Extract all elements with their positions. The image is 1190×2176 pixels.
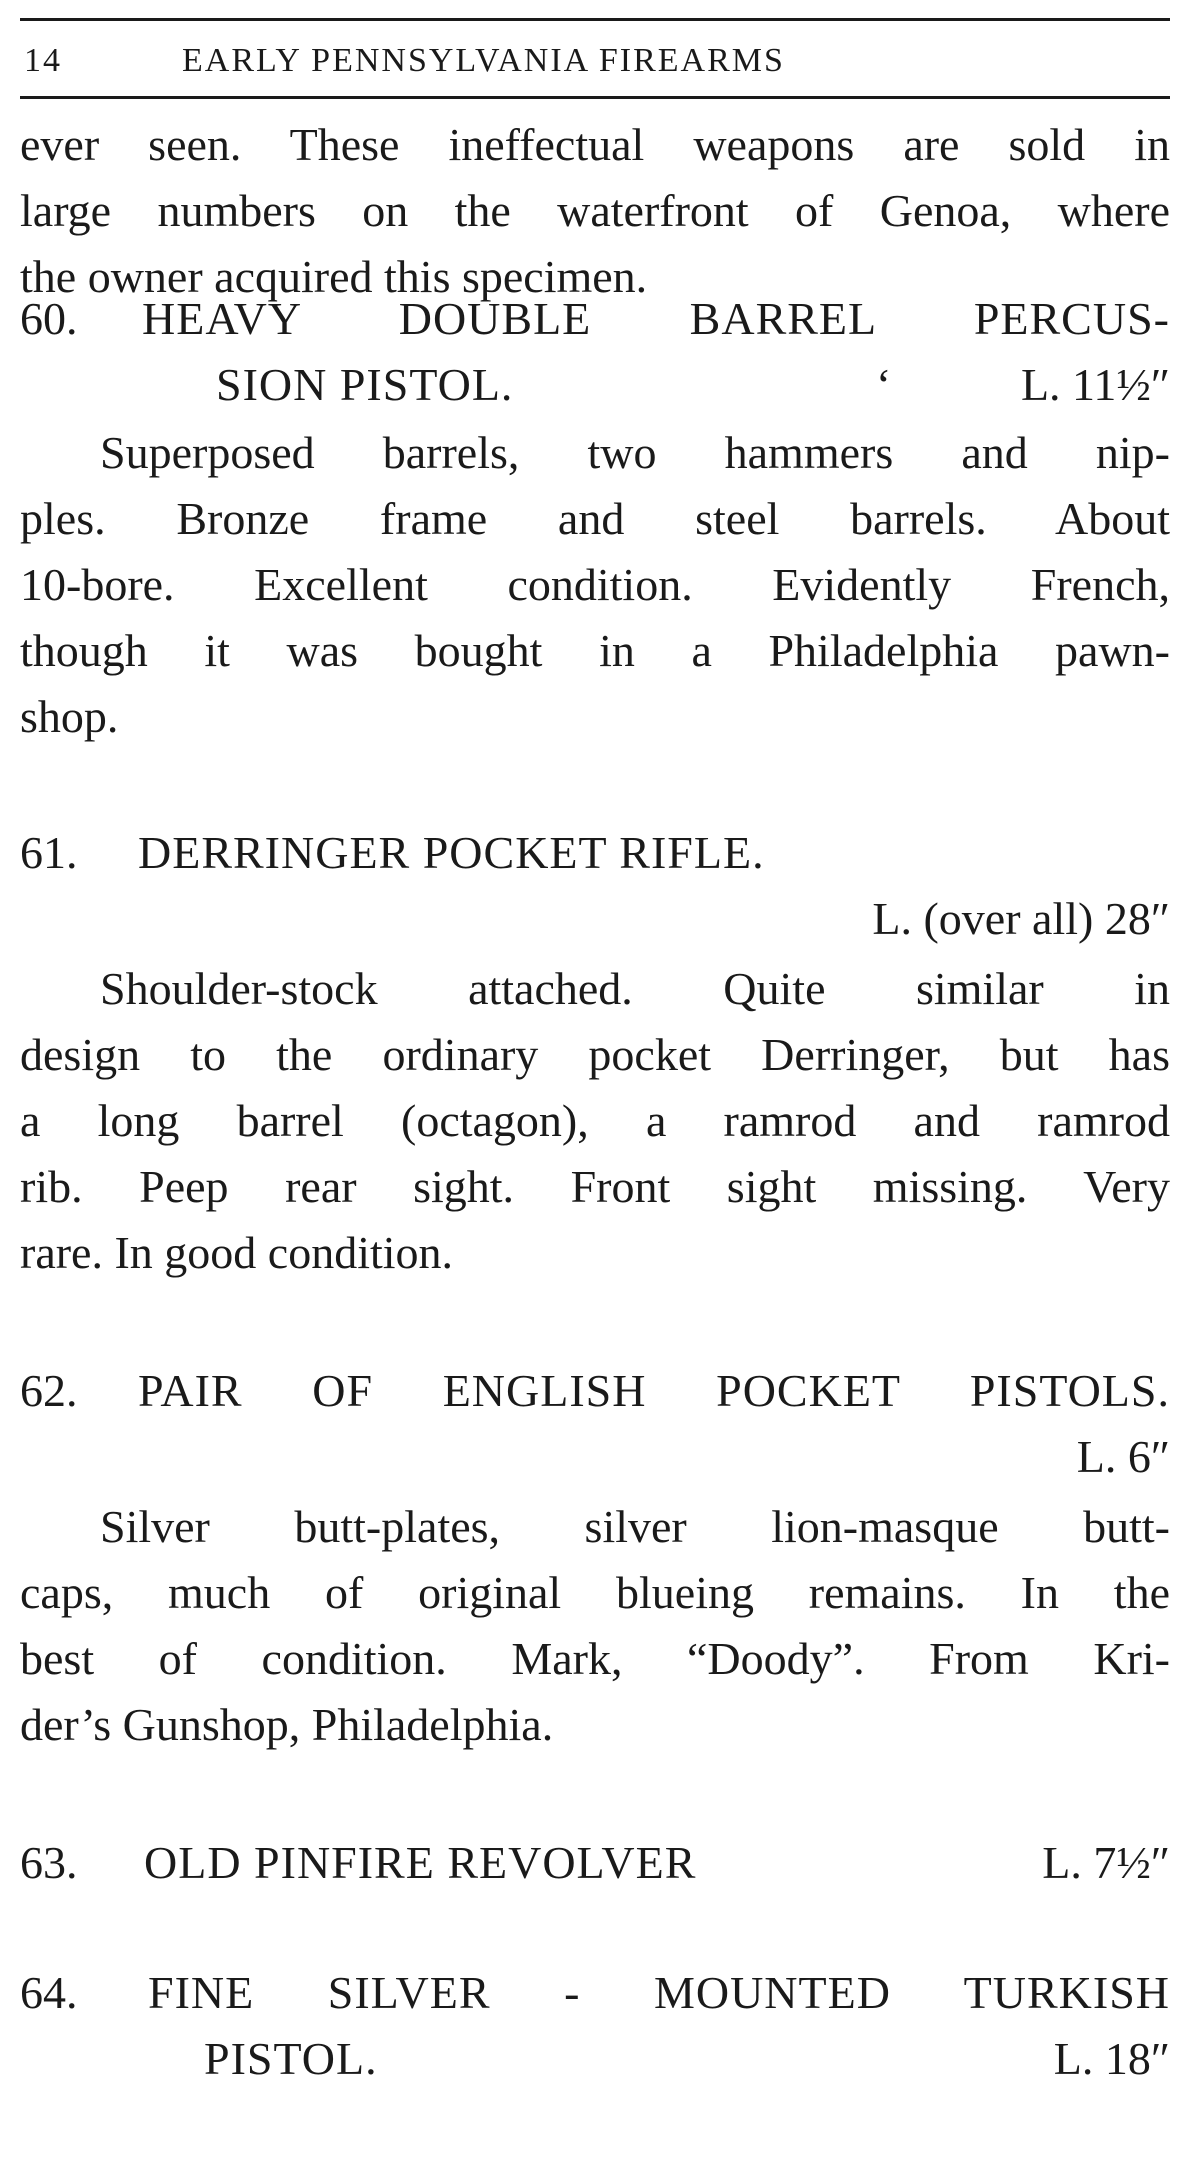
- page-number: 14: [24, 42, 62, 79]
- entry-62-length-line: [20, 1424, 1170, 1490]
- entry-length: L. 11½″: [1020, 359, 1170, 410]
- entry-number: 62.: [20, 1365, 78, 1416]
- header-rule-bottom: [20, 96, 1170, 99]
- description-line: Superposed barrels, two hammers and nip-: [100, 427, 1170, 478]
- entry-63-heading: [20, 1830, 1170, 1896]
- description-line: design to the ordinary pocket Derringer, but has: [20, 1029, 1170, 1080]
- entry-60-description: [20, 420, 1170, 750]
- entry-title: DERRINGER POCKET RIFLE.: [138, 827, 765, 878]
- description-line: 10-bore. Excellent condition. Evidently French,: [20, 559, 1170, 610]
- entry-number: 60.: [20, 293, 78, 344]
- entry-number: 64.: [20, 1967, 78, 2018]
- entry-number: 61.: [20, 827, 78, 878]
- entry-64-heading: [20, 1960, 1170, 2026]
- entry-title: PAIR OF ENGLISH POCKET PISTOLS.: [138, 1365, 1170, 1416]
- entry-60-heading-cont: [20, 352, 1170, 418]
- entry-61-description: [20, 956, 1170, 1286]
- entry-title-cont: SION PISTOL.: [216, 359, 514, 410]
- entry-length: L. 7½″: [1042, 1837, 1170, 1888]
- intro-line: the owner acquired this specimen.: [20, 251, 648, 302]
- description-line: though it was bought in a Philadelphia pawn-: [20, 625, 1170, 676]
- running-title: EARLY PENNSYLVANIA FIREARMS: [182, 42, 785, 79]
- stray-mark: ʻ: [876, 359, 892, 410]
- description-line: der’s Gunshop, Philadelphia.: [20, 1699, 554, 1750]
- entry-title: OLD PINFIRE REVOLVER: [144, 1837, 697, 1888]
- description-line: Silver butt-plates, silver lion-masque butt-: [100, 1501, 1170, 1552]
- description-line: rib. Peep rear sight. Front sight missing. Very: [20, 1161, 1170, 1212]
- description-line: rare. In good condition.: [20, 1227, 454, 1278]
- entry-title-cont: PISTOL.: [204, 2033, 378, 2084]
- intro-line: ever seen. These ineffectual weapons are sold in: [20, 119, 1170, 170]
- intro-paragraph: [20, 112, 1170, 310]
- header-rule-top: [20, 18, 1170, 21]
- description-line: caps, much of original blueing remains. In the: [20, 1567, 1170, 1618]
- description-line: ples. Bronze frame and steel barrels. About: [20, 493, 1170, 544]
- entry-length: L. 18″: [1053, 2033, 1170, 2084]
- entry-61-heading: [20, 820, 1170, 886]
- entry-length: L. (over all) 28″: [872, 893, 1170, 944]
- entry-title: HEAVY DOUBLE BARREL PERCUS-: [142, 293, 1170, 344]
- entry-64-heading-cont: [20, 2026, 1170, 2092]
- entry-61-length-line: [20, 886, 1170, 952]
- intro-line: large numbers on the waterfront of Genoa, where: [20, 185, 1170, 236]
- running-header: [20, 38, 1170, 88]
- entry-length: L. 6″: [1076, 1431, 1170, 1482]
- entry-62-heading: [20, 1358, 1170, 1424]
- entry-title: FINE SILVER - MOUNTED TURKISH: [148, 1967, 1170, 2018]
- description-line: shop.: [20, 691, 119, 742]
- entry-60-heading: [20, 286, 1170, 352]
- description-line: Shoulder-stock attached. Quite similar in: [100, 963, 1170, 1014]
- entry-number: 63.: [20, 1837, 78, 1888]
- description-line: a long barrel (octagon), a ramrod and ramrod: [20, 1095, 1170, 1146]
- description-line: best of condition. Mark, “Doody”. From Kri-: [20, 1633, 1170, 1684]
- entry-62-description: [20, 1494, 1170, 1758]
